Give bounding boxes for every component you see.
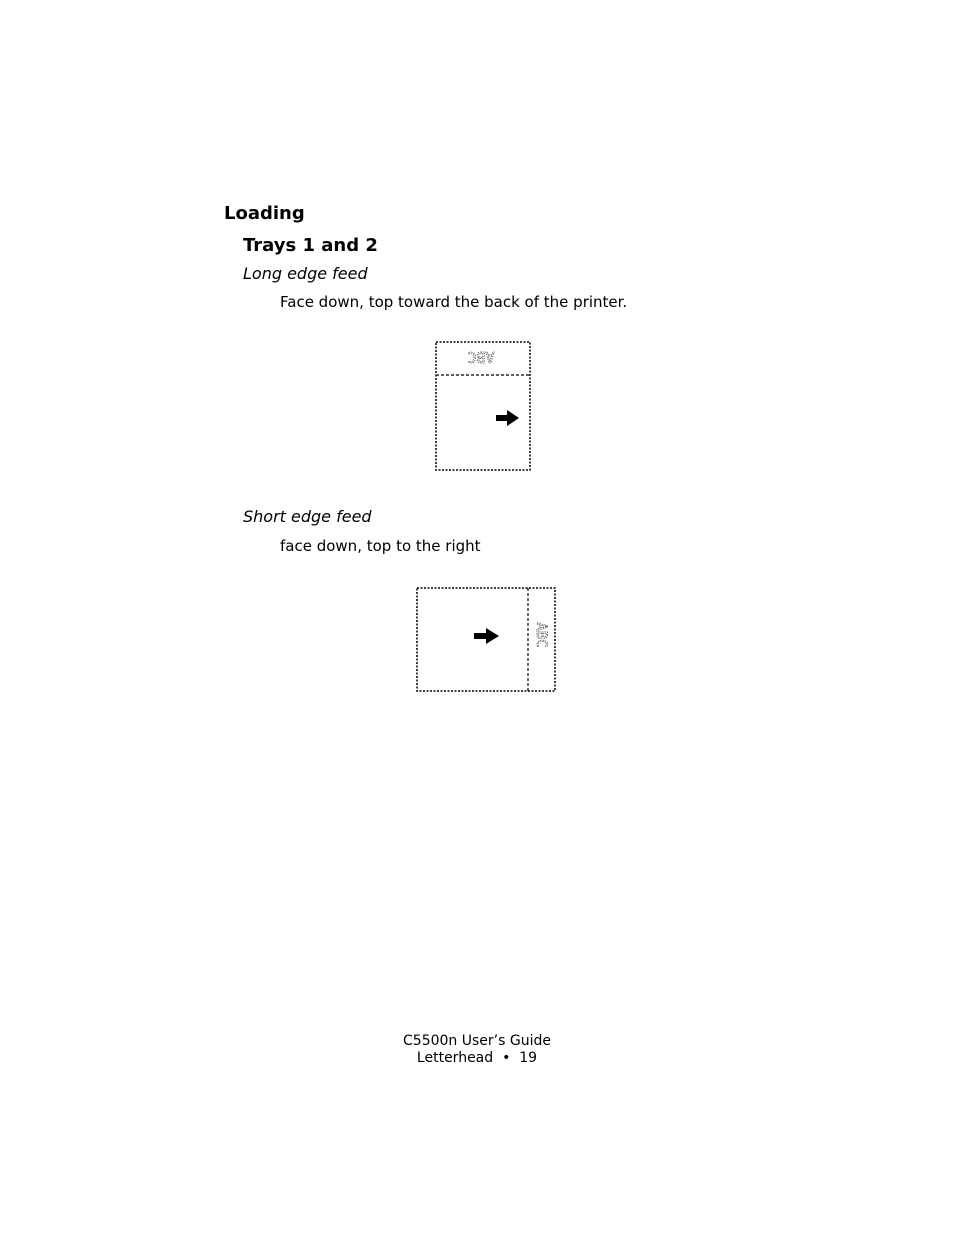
long-edge-heading: Long edge feed (243, 264, 368, 283)
paper-label-text (533, 622, 549, 647)
long-edge-feed-figure (433, 339, 533, 473)
paper-label-text (467, 348, 494, 366)
subsection-title: Trays 1 and 2 (243, 235, 378, 256)
footer-page-number: 19 (519, 1050, 538, 1066)
svg-text:ABC: ABC (467, 348, 495, 366)
footer-section: Letterhead (416, 1050, 494, 1066)
footer-page-info (0, 1050, 954, 1067)
footer-separator: • (502, 1050, 511, 1066)
footer-guide-title: C5500n User’s Guide (403, 1033, 551, 1049)
short-edge-heading: Short edge feed (243, 507, 372, 526)
short-edge-feed-figure (414, 585, 558, 695)
short-edge-instruction: face down, top to the right (280, 537, 481, 555)
section-title: Loading (224, 203, 305, 224)
svg-text:ABC: ABC (533, 622, 549, 648)
long-edge-instruction: Face down, top toward the back of the printer. (280, 293, 628, 311)
